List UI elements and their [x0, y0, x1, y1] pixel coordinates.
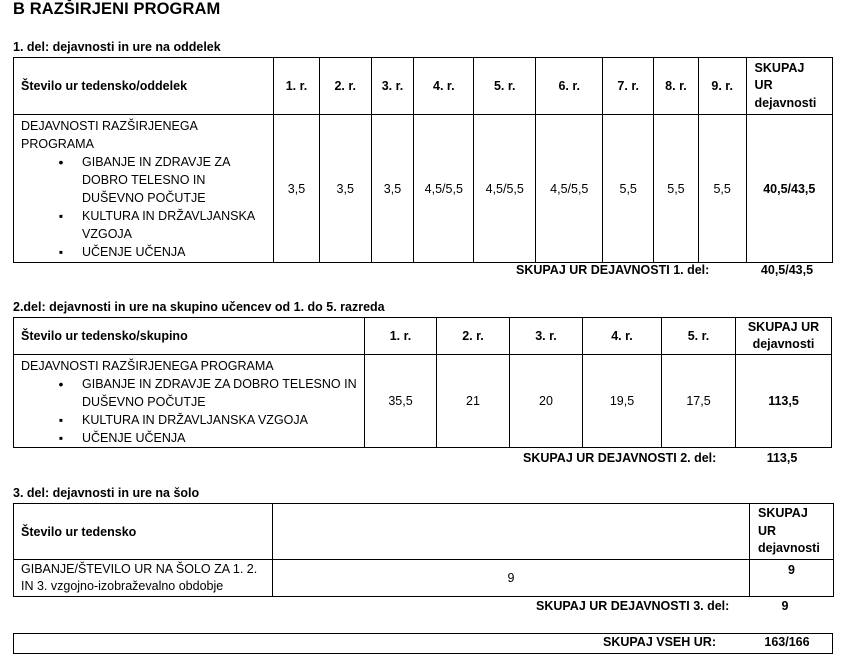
part1-grade-header: 4. r.	[414, 58, 474, 115]
item-line: DUŠEVNO POČUTJE	[82, 191, 206, 205]
part1-grade-header: 6. r.	[536, 58, 603, 115]
part2-total-header	[736, 318, 832, 355]
part2-header-row	[14, 318, 832, 355]
part2-sum-value: 113,5	[766, 451, 798, 465]
total-header-line: SKUPAJ	[758, 506, 808, 521]
part1-sum-value: 40,5/43,5	[760, 263, 814, 277]
part1-grade-header: 7. r.	[603, 58, 654, 115]
total-header-line: UR	[758, 523, 777, 538]
part1-activities-cell	[14, 115, 274, 263]
list-item	[21, 429, 364, 447]
part1-header-row	[14, 58, 833, 115]
item-line: DUŠEVNO POČUTJE	[82, 395, 206, 409]
list-item	[21, 411, 364, 429]
row-label-line: IN 3. vzgojno-izobraževalno obdobje	[21, 579, 224, 593]
part2-value: 17,5	[662, 355, 736, 448]
part1-grade-header: 8. r.	[654, 58, 699, 115]
part2-grade-header: 1. r.	[365, 318, 437, 355]
page-title: B RAZŠIRJENI PROGRAM	[13, 0, 221, 18]
part2-grade-header: 2. r.	[437, 318, 510, 355]
part2-heading: 2.del: dejavnosti in ure na skupino učencev od 1. do 5. razreda	[13, 300, 385, 314]
part3-table	[13, 503, 834, 597]
activities-title-line: DEJAVNOSTI RAZŠIRJENEGA	[21, 119, 198, 133]
part1-value: 4,5/5,5	[414, 115, 474, 263]
part1-value: 4,5/5,5	[474, 115, 536, 263]
item-line: GIBANJE IN ZDRAVJE ZA	[82, 155, 231, 169]
part2-data-row	[14, 355, 832, 448]
part2-value: 20	[510, 355, 583, 448]
part1-grade-header: 3. r.	[371, 58, 414, 115]
part1-grade-header: 5. r.	[474, 58, 536, 115]
bullet-dot-icon	[51, 153, 71, 172]
part2-col-label: Število ur tedensko/skupino	[14, 318, 365, 355]
item-line: DOBRO TELESNO IN	[82, 173, 206, 187]
bullet-dot-icon	[51, 375, 71, 394]
part1-sum-label: SKUPAJ UR DEJAVNOSTI 1. del:	[516, 263, 710, 277]
part1-table	[13, 57, 833, 263]
part1-value: 5,5	[603, 115, 654, 263]
part1-grade-header: 2. r.	[319, 58, 371, 115]
item-line: KULTURA IN DRŽAVLJANSKA VZGOJA	[82, 413, 308, 427]
part1-value: 3,5	[319, 115, 371, 263]
part2-table	[13, 317, 832, 448]
list-item	[21, 153, 273, 207]
part1-value: 5,5	[698, 115, 746, 263]
part3-value: 9	[273, 560, 750, 597]
part2-value: 35,5	[365, 355, 437, 448]
part3-col-label: Število ur tedensko	[14, 504, 273, 560]
bullet-square-icon	[51, 429, 71, 447]
activities-list	[21, 153, 273, 261]
list-item	[21, 207, 273, 243]
part1-data-row	[14, 115, 833, 263]
list-item	[21, 375, 364, 411]
part1-grade-header: 9. r.	[698, 58, 746, 115]
list-item	[21, 243, 273, 261]
part3-row-label	[14, 560, 273, 597]
total-header-line: dejavnosti	[758, 541, 820, 556]
part3-data-row	[14, 560, 834, 597]
part1-total-header	[746, 58, 832, 115]
part3-row-total: 9	[750, 560, 834, 597]
part1-value: 5,5	[654, 115, 699, 263]
bullet-square-icon	[51, 243, 71, 261]
total-header-line: UR	[754, 78, 773, 93]
item-line: UČENJE UČENJA	[82, 431, 186, 445]
item-line: KULTURA IN DRŽAVLJANSKA	[82, 209, 256, 223]
total-header-line: dejavnosti	[754, 95, 817, 110]
part2-grade-header: 4. r.	[583, 318, 662, 355]
activities-title-line: PROGRAMA	[21, 137, 94, 151]
part3-header-row	[14, 504, 834, 560]
item-line: GIBANJE IN ZDRAVJE ZA DOBRO TELESNO IN	[82, 377, 357, 391]
part2-sum-label: SKUPAJ UR DEJAVNOSTI 2. del:	[523, 451, 717, 465]
part2-grade-header: 5. r.	[662, 318, 736, 355]
row-label-line: GIBANJE/ŠTEVILO UR NA ŠOLO ZA 1. 2.	[21, 562, 258, 576]
part1-row-total: 40,5/43,5	[746, 115, 832, 263]
part1-value: 4,5/5,5	[536, 115, 603, 263]
part1-value: 3,5	[371, 115, 414, 263]
total-header-line: SKUPAJ	[754, 60, 805, 75]
total-header-line: dejavnosti	[752, 337, 815, 351]
activities-list	[21, 375, 364, 447]
grand-total-value: 163/166	[764, 635, 810, 649]
part2-activities-cell	[14, 355, 365, 448]
part2-value: 21	[437, 355, 510, 448]
part3-empty-header	[273, 504, 750, 560]
grand-total-label: SKUPAJ VSEH UR:	[603, 635, 716, 649]
part3-heading: 3. del: dejavnosti in ure na šolo	[13, 486, 200, 500]
part1-value: 3,5	[274, 115, 320, 263]
part1-heading: 1. del: dejavnosti in ure na oddelek	[13, 40, 221, 54]
bullet-square-icon	[51, 207, 71, 225]
total-header-line: SKUPAJ UR	[747, 320, 820, 334]
part2-value: 19,5	[583, 355, 662, 448]
part3-sum-value: 9	[781, 599, 789, 613]
part3-total-header	[750, 504, 834, 560]
part2-grade-header: 3. r.	[510, 318, 583, 355]
bullet-square-icon	[51, 411, 71, 429]
part1-grade-header: 1. r.	[274, 58, 320, 115]
part1-col-label: Število ur tedensko/oddelek	[14, 58, 274, 115]
item-line: UČENJE UČENJA	[82, 245, 186, 259]
item-line: VZGOJA	[82, 227, 133, 241]
activities-title: DEJAVNOSTI RAZŠIRJENEGA PROGRAMA	[21, 359, 274, 373]
part3-sum-label: SKUPAJ UR DEJAVNOSTI 3. del:	[536, 599, 730, 613]
part2-row-total: 113,5	[736, 355, 832, 448]
